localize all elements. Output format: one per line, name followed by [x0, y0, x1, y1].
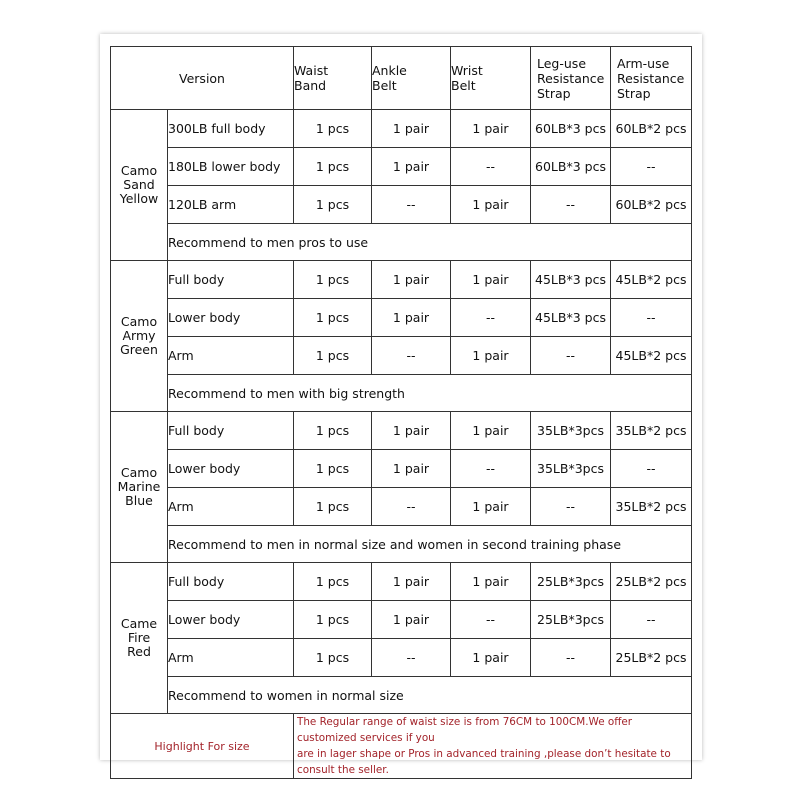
waist-band-header	[294, 47, 372, 110]
arm-value-cell: 25LB*2 pcs	[611, 639, 692, 677]
ankle-value-cell: 1 pair	[372, 148, 451, 186]
table-row	[111, 337, 692, 375]
waist-value-cell: 1 pcs	[294, 110, 372, 148]
color-variant-line: Fire	[127, 630, 151, 645]
version-name-cell: Full body	[168, 261, 294, 299]
table-row	[111, 563, 692, 601]
color-variant-line: Came	[120, 616, 158, 631]
leg-value-cell: --	[531, 337, 611, 375]
color-variant-line: Army	[122, 328, 156, 343]
table-row	[111, 450, 692, 488]
color-variant-line: Red	[127, 644, 151, 659]
arm-value-cell: --	[611, 299, 692, 337]
version-name-cell: 180LB lower body	[168, 148, 294, 186]
waist-value-cell: 1 pcs	[294, 337, 372, 375]
header-line: Strap	[617, 85, 651, 101]
color-variant-line: Green	[120, 342, 158, 357]
wrist-value-cell: 1 pair	[451, 110, 531, 148]
recommend-row	[111, 526, 692, 563]
ankle-value-cell: 1 pair	[372, 412, 451, 450]
recommend-row	[111, 677, 692, 714]
leg-value-cell: 45LB*3 pcs	[531, 261, 611, 299]
waist-value-cell: 1 pcs	[294, 299, 372, 337]
arm-value-cell: --	[611, 450, 692, 488]
size-note-line: The Regular range of waist size is from 76CM to 100CM.We offer customized services if you	[297, 716, 633, 744]
table-row	[111, 261, 692, 299]
waist-value-cell: 1 pcs	[294, 261, 372, 299]
table-row	[111, 186, 692, 224]
color-variant-cell	[111, 563, 168, 714]
header-line: Belt	[451, 78, 476, 93]
header-line: Band	[294, 78, 327, 93]
waist-value-cell: 1 pcs	[294, 186, 372, 224]
header-line: Strap	[537, 85, 571, 101]
color-variant-line: Camo	[120, 465, 158, 480]
version-name-cell: Arm	[168, 639, 294, 677]
leg-value-cell: 60LB*3 pcs	[531, 110, 611, 148]
arm-value-cell: 60LB*2 pcs	[611, 186, 692, 224]
arm-value-cell: --	[611, 148, 692, 186]
recommendation-text: Recommend to women in normal size	[168, 677, 692, 714]
header-line: Arm-use	[617, 55, 670, 71]
leg-value-cell: 45LB*3 pcs	[531, 299, 611, 337]
wrist-belt-header	[451, 47, 531, 110]
wrist-value-cell: 1 pair	[451, 337, 531, 375]
recommend-row	[111, 224, 692, 261]
version-name-cell: Full body	[168, 412, 294, 450]
leg-value-cell: --	[531, 186, 611, 224]
table-row	[111, 299, 692, 337]
header-line: Wrist	[451, 63, 483, 78]
wrist-value-cell: 1 pair	[451, 412, 531, 450]
ankle-belt-header	[372, 47, 451, 110]
waist-value-cell: 1 pcs	[294, 488, 372, 526]
wrist-value-cell: --	[451, 299, 531, 337]
version-name-cell: Full body	[168, 563, 294, 601]
recommendation-text: Recommend to men with big strength	[168, 375, 692, 412]
color-variant-line: Blue	[125, 493, 153, 508]
size-note-line: are in lager shape or Pros in advanced training ,please don’t hesitate to consult the seller.	[297, 748, 671, 776]
ankle-value-cell: --	[372, 488, 451, 526]
leg-strap-header	[531, 47, 611, 110]
wrist-value-cell: --	[451, 148, 531, 186]
leg-value-cell: 35LB*3pcs	[531, 412, 611, 450]
ankle-value-cell: 1 pair	[372, 450, 451, 488]
leg-value-cell: 35LB*3pcs	[531, 450, 611, 488]
waist-value-cell: 1 pcs	[294, 601, 372, 639]
footer-row	[111, 714, 692, 779]
waist-value-cell: 1 pcs	[294, 450, 372, 488]
ankle-value-cell: 1 pair	[372, 563, 451, 601]
version-name-cell: Lower body	[168, 601, 294, 639]
arm-value-cell: --	[611, 601, 692, 639]
arm-value-cell: 45LB*2 pcs	[611, 261, 692, 299]
color-variant-line: Marine	[117, 479, 161, 494]
table-row	[111, 601, 692, 639]
arm-value-cell: 45LB*2 pcs	[611, 337, 692, 375]
table-row	[111, 639, 692, 677]
version-name-cell: 120LB arm	[168, 186, 294, 224]
color-variant-cell	[111, 412, 168, 563]
waist-value-cell: 1 pcs	[294, 563, 372, 601]
highlight-label: Highlight For size	[111, 714, 294, 779]
version-name-cell: Lower body	[168, 450, 294, 488]
header-line: Ankle	[372, 63, 407, 78]
wrist-value-cell: 1 pair	[451, 563, 531, 601]
color-variant-cell	[111, 110, 168, 261]
leg-value-cell: 25LB*3pcs	[531, 601, 611, 639]
ankle-value-cell: 1 pair	[372, 299, 451, 337]
wrist-value-cell: 1 pair	[451, 639, 531, 677]
waist-value-cell: 1 pcs	[294, 412, 372, 450]
version-name-cell: 300LB full body	[168, 110, 294, 148]
version-name-cell: Arm	[168, 337, 294, 375]
color-variant-line: Camo	[120, 163, 158, 178]
color-variant-line: Yellow	[119, 191, 159, 206]
leg-value-cell: --	[531, 488, 611, 526]
header-line: Resistance	[617, 70, 685, 86]
header-line: Belt	[372, 78, 397, 93]
leg-value-cell: 60LB*3 pcs	[531, 148, 611, 186]
ankle-value-cell: 1 pair	[372, 261, 451, 299]
waist-value-cell: 1 pcs	[294, 639, 372, 677]
color-variant-line: Sand	[123, 177, 155, 192]
header-line: Waist	[294, 63, 329, 78]
arm-value-cell: 35LB*2 pcs	[611, 412, 692, 450]
arm-value-cell: 25LB*2 pcs	[611, 563, 692, 601]
header-row	[111, 47, 692, 110]
wrist-value-cell: 1 pair	[451, 488, 531, 526]
ankle-value-cell: --	[372, 186, 451, 224]
arm-value-cell: 35LB*2 pcs	[611, 488, 692, 526]
wrist-value-cell: --	[451, 450, 531, 488]
table-row	[111, 412, 692, 450]
recommendation-text: Recommend to men pros to use	[168, 224, 692, 261]
arm-strap-header	[611, 47, 692, 110]
color-variant-cell	[111, 261, 168, 412]
ankle-value-cell: --	[372, 337, 451, 375]
recommendation-text: Recommend to men in normal size and women in second training phase	[168, 526, 692, 563]
table-row	[111, 148, 692, 186]
waist-value-cell: 1 pcs	[294, 148, 372, 186]
header-line: Resistance	[537, 70, 605, 86]
color-variant-line: Camo	[120, 314, 158, 329]
arm-value-cell: 60LB*2 pcs	[611, 110, 692, 148]
header-line: Leg-use	[537, 55, 587, 71]
wrist-value-cell: 1 pair	[451, 261, 531, 299]
wrist-value-cell: 1 pair	[451, 186, 531, 224]
ankle-value-cell: 1 pair	[372, 601, 451, 639]
leg-value-cell: --	[531, 639, 611, 677]
version-name-cell: Lower body	[168, 299, 294, 337]
version-name-cell: Arm	[168, 488, 294, 526]
ankle-value-cell: 1 pair	[372, 110, 451, 148]
table-row	[111, 488, 692, 526]
wrist-value-cell: --	[451, 601, 531, 639]
product-spec-table	[110, 46, 692, 779]
size-note	[294, 714, 692, 779]
leg-value-cell: 25LB*3pcs	[531, 563, 611, 601]
recommend-row	[111, 375, 692, 412]
ankle-value-cell: --	[372, 639, 451, 677]
table-row	[111, 110, 692, 148]
version-header: Version	[111, 47, 294, 110]
